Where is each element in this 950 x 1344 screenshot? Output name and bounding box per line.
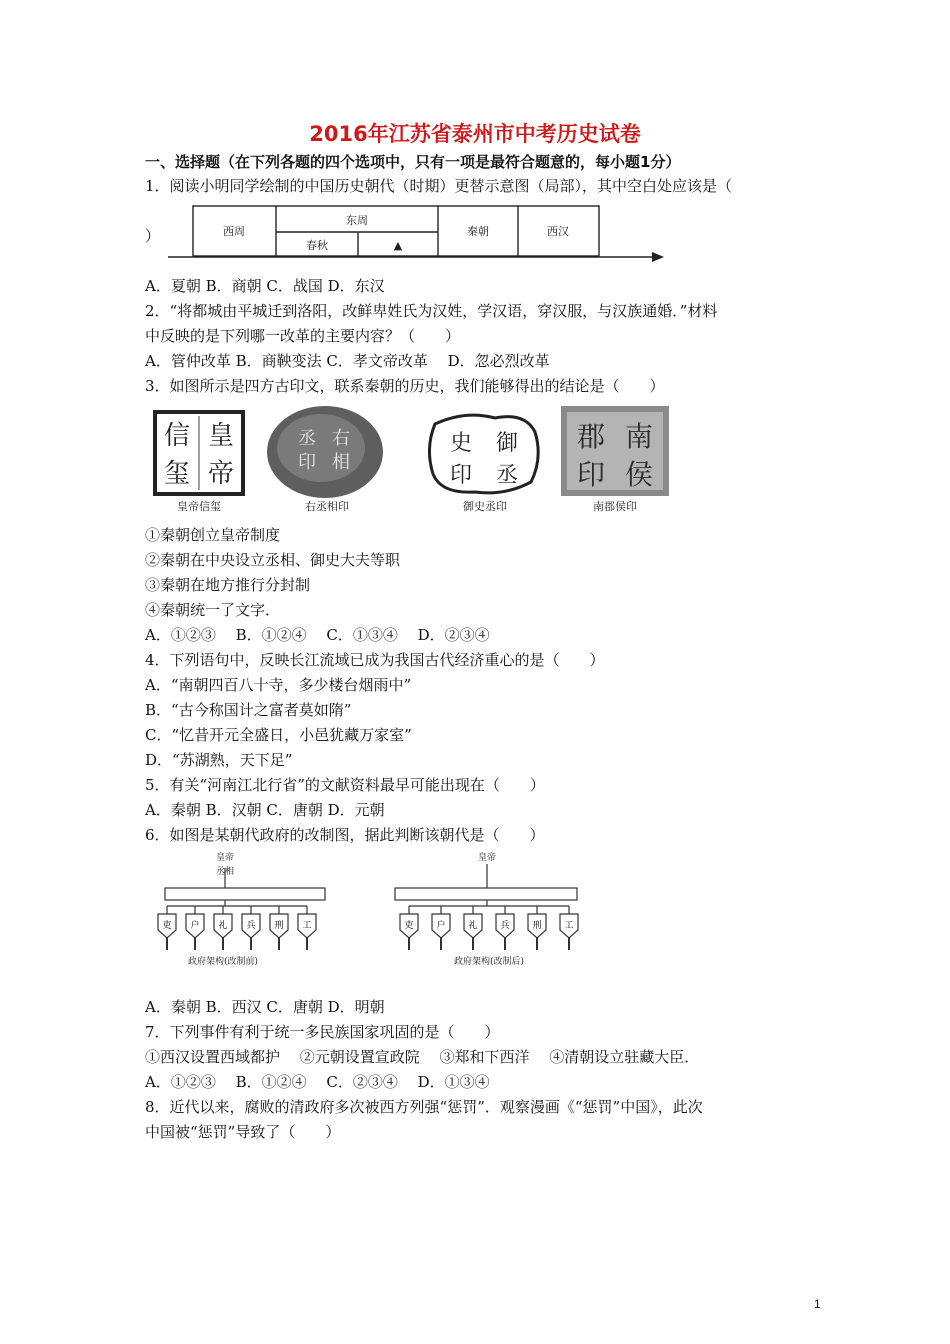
q8-stem: 8．近代以来，腐败的清政府多次被西方列强“惩罚”．观察漫画《“惩罚”中国》，此次 (145, 1098, 703, 1116)
after-caption: 政府架构(改制后) (453, 957, 525, 967)
page-title: 2016年江苏省泰州市中考历史试卷 (309, 122, 641, 146)
seal-caption: 右丞相印 (305, 500, 349, 513)
q1-stem: 1．阅读小明同学绘制的中国历史朝代（时期）更替示意图（局部），其中空白处应该是（ (145, 177, 733, 195)
government-reform-diagram (145, 850, 585, 970)
seal-nanjun-hou-yin (561, 406, 669, 513)
page-number: 1 (814, 1297, 821, 1311)
dynasty-timeline-diagram (168, 202, 668, 264)
ministry-node (214, 914, 232, 950)
ministry-node (270, 914, 288, 950)
q3-statement-1: ①秦朝创立皇帝制度 (145, 526, 281, 544)
svg-text:玺: 玺 (163, 459, 191, 489)
before-emperor: 皇帝 (215, 853, 235, 863)
q3-options: A．①②③ B．①②④ C．①③④ D．②③④ (145, 626, 490, 644)
q2-stem-cont: 中反映的是下列哪一改革的主要内容？（ ） (145, 327, 461, 345)
svg-text:皇: 皇 (207, 421, 235, 451)
ministry-node (400, 914, 418, 950)
seal-caption: 皇帝信玺 (177, 500, 221, 513)
q8-stem-cont: 中国被“惩罚”导致了（ ） (145, 1123, 341, 1141)
q6-options: A．秦朝 B．西汉 C．唐朝 D．明朝 (145, 998, 385, 1016)
before-chancellor: 丞相 (215, 867, 235, 877)
q6-stem: 6．如图是某朝代政府的改制图，据此判断该朝代是（ ） (145, 826, 545, 844)
q4-option-b: B．“古今称国计之富者莫如隋” (145, 701, 352, 719)
timeline-chunqiu: 春秋 (306, 239, 328, 252)
svg-text:帝: 帝 (207, 459, 235, 489)
q3-stem: 3．如图所示是四方古印文，联系秦朝的历史，我们能够得出的结论是（ ） (145, 377, 665, 395)
q1-options: A．夏朝 B．商朝 C．战国 D．东汉 (145, 277, 385, 295)
svg-text:丞: 丞 (495, 463, 519, 488)
q7-events: ①西汉设置西域都护 ②元朝设置宣政院 ③郑和下西洋 ④清朝设立驻藏大臣． (145, 1048, 700, 1066)
svg-text:印: 印 (576, 458, 606, 491)
ministry-node (464, 914, 482, 950)
timeline-dongzhou: 东周 (346, 214, 368, 227)
seal-caption: 御史丞印 (463, 500, 507, 513)
timeline-arrowhead (652, 252, 664, 262)
timeline-blank-mark: ▲ (393, 239, 403, 252)
seal-you-chengxiang-yin (267, 406, 383, 513)
q5-options: A．秦朝 B．汉朝 C．唐朝 D．元朝 (145, 801, 385, 819)
svg-text:印: 印 (449, 463, 473, 488)
ministry-label: 吏 (404, 921, 414, 931)
svg-text:丞: 丞 (298, 428, 316, 449)
before-caption: 政府架构(改制前) (187, 957, 259, 967)
seal-huangdi-xinxi (155, 412, 243, 513)
ministry-label: 吏 (162, 921, 172, 931)
q4-stem: 4．下列语句中，反映长江流域已成为我国古代经济重心的是（ ） (145, 651, 605, 669)
ministry-node (528, 914, 546, 950)
ministry-label: 刑 (274, 921, 284, 931)
ministry-node (560, 914, 578, 950)
q5-stem: 5．有关“河南江北行省”的文献资料最早可能出现在（ ） (145, 776, 545, 794)
ministry-node (242, 914, 260, 950)
ministry-label: 户 (436, 921, 446, 931)
structure-after-reform (395, 864, 577, 914)
q7-stem: 7．下列事件有利于统一多民族国家巩固的是（ ） (145, 1023, 500, 1041)
ministry-label: 工 (564, 921, 574, 931)
q7-options: A．①②③ B．①②④ C．②③④ D．①③④ (145, 1073, 490, 1091)
q4-option-d: D．“苏湖熟，天下足” (145, 751, 293, 769)
svg-text:信: 信 (163, 421, 191, 451)
svg-text:御: 御 (495, 431, 519, 456)
structure-before-reform (165, 868, 325, 914)
q3-statement-4: ④秦朝统一了文字． (145, 601, 281, 619)
svg-text:侯: 侯 (624, 458, 654, 491)
ministry-label: 兵 (500, 921, 510, 931)
svg-text:南: 南 (624, 420, 654, 453)
ministry-label: 工 (302, 921, 312, 931)
ministry-label: 礼 (218, 921, 228, 931)
q4-option-c: C．“忆昔开元全盛日，小邑犹藏万家室” (145, 726, 412, 744)
after-emperor: 皇帝 (477, 853, 497, 863)
section-heading: 一、选择题（在下列各题的四个选项中，只有一项是最符合题意的，每小题1分） (145, 153, 681, 171)
q2-options: A．管仲改革 B．商鞅变法 C．孝文帝改革 D．忽必烈改革 (145, 352, 550, 370)
seal-yushi-cheng-yin (429, 415, 538, 513)
q4-option-a: A．“南朝四百八十寺，多少楼台烟雨中” (145, 676, 412, 694)
svg-text:印: 印 (298, 452, 316, 473)
ministry-node (432, 914, 450, 950)
ancient-seals-figure (145, 402, 685, 518)
timeline-qinchao: 秦朝 (467, 225, 489, 238)
q3-statement-3: ③秦朝在地方推行分封制 (145, 576, 311, 594)
ministry-node (158, 914, 176, 950)
ministry-label: 刑 (532, 921, 542, 931)
q2-stem: 2．“将都城由平城迁到洛阳，改鲜卑姓氏为汉姓，学汉语，穿汉服，与汉族通婚．”材料 (145, 302, 718, 320)
svg-text:右: 右 (332, 428, 350, 449)
ministry-label: 兵 (246, 921, 256, 931)
ministry-node (186, 914, 204, 950)
ministry-node (298, 914, 316, 950)
seal-caption: 南郡侯印 (593, 500, 637, 513)
svg-text:史: 史 (449, 431, 473, 456)
svg-text:郡: 郡 (576, 420, 606, 453)
q1-stem-end: ） (145, 227, 161, 245)
ministry-node (496, 914, 514, 950)
timeline-xihan: 西汉 (547, 225, 569, 238)
svg-text:相: 相 (332, 452, 350, 473)
ministry-label: 礼 (468, 921, 478, 931)
q3-statement-2: ②秦朝在中央设立丞相、御史大夫等职 (145, 551, 401, 569)
ministry-label: 户 (190, 921, 200, 931)
timeline-xizhou: 西周 (223, 225, 245, 238)
